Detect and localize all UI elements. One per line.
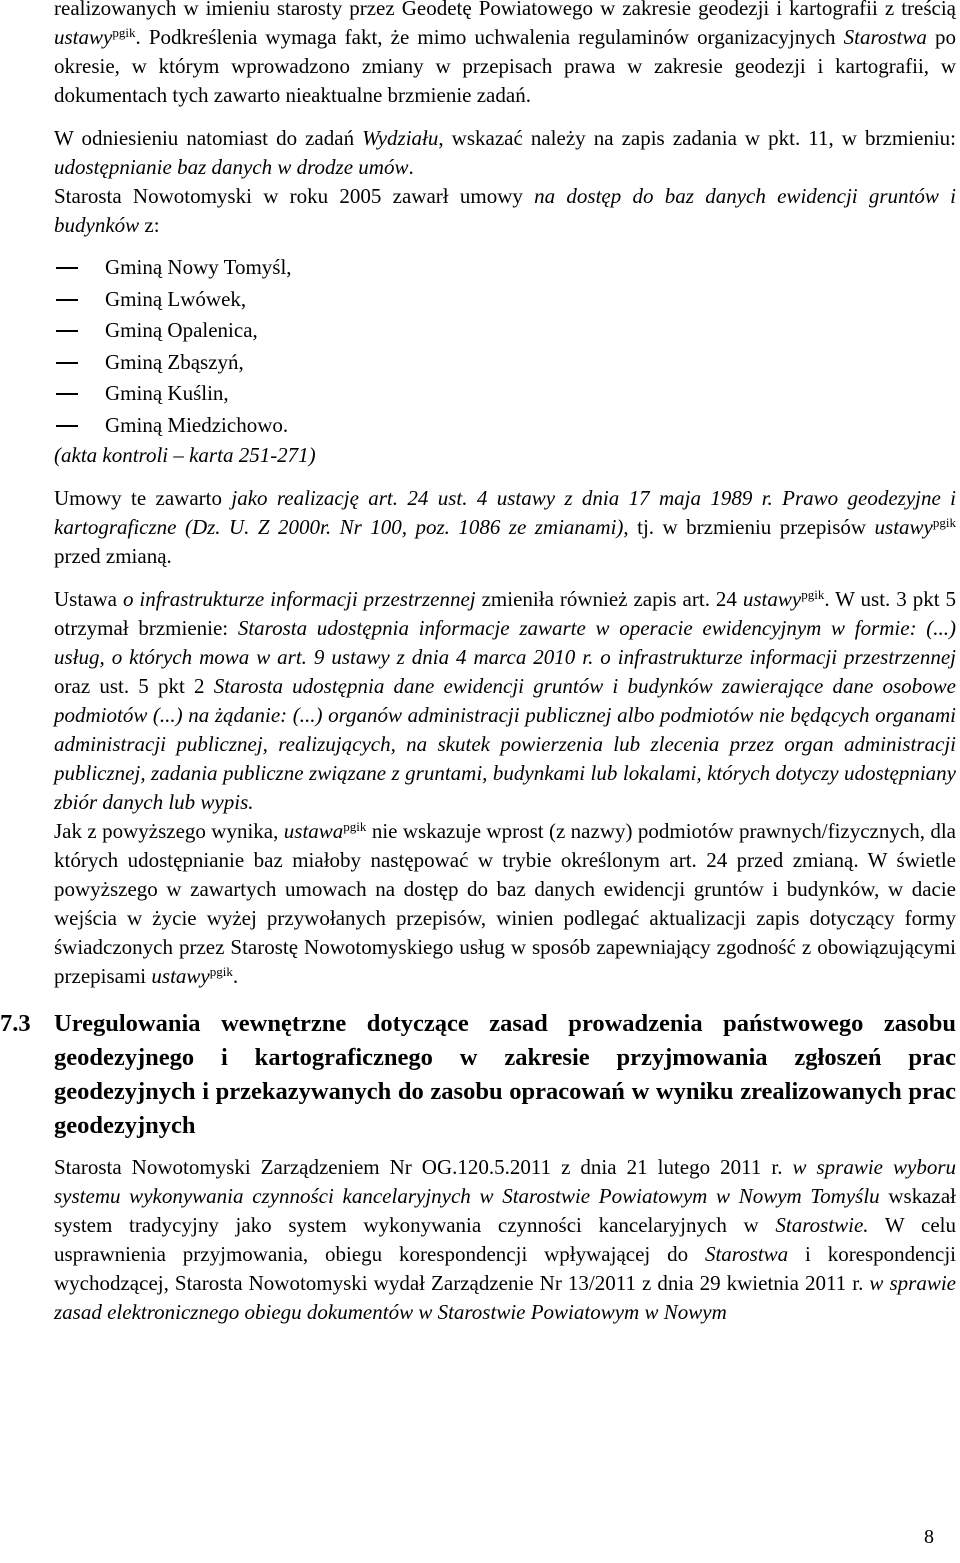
dash-bullet [56, 330, 78, 332]
text-run: z: [139, 213, 160, 237]
italic-run: ustawy [54, 25, 113, 49]
dash-bullet [56, 299, 78, 301]
text-run: . Podkreślenia wymaga fakt, że mimo uchwalenia regulaminów organizacyjnych [135, 25, 844, 49]
italic-run: w sprawie wyboru systemu wykonywania czynności kancelaryjnych w Starostwie Powiatowym w Nowym Tomyślu [54, 1155, 957, 1208]
text-run: i korespondencji wychodzącej, Starosta Nowotomyski wydał Zarządzenie Nr 13/2011 z dnia 29 kwietnia 2011 r. [54, 1242, 956, 1295]
italic-run: (akta kontroli – karta 251-271) [54, 443, 316, 467]
text-run: realizowanych w imieniu starosty przez Geodetę Powiatowego w zakresie geodezji i kartografii z treścią [54, 0, 956, 20]
text-run: . [408, 155, 414, 179]
list-item [54, 410, 956, 442]
text-run: W odniesieniu natomiast do zadań [54, 126, 363, 150]
list-item [54, 347, 956, 379]
superscript: pgik [801, 587, 825, 602]
text-run: Umowy te zawarto [54, 486, 232, 510]
dash-bullet [56, 362, 78, 364]
italic-run: na dostęp do baz danych ewidencji gruntów i budynków [54, 184, 956, 237]
text-run: Jak z powyższego wynika, [54, 819, 284, 843]
italic-run: Starostwa [704, 1242, 789, 1266]
italic-run: Starosta udostępnia informacje zawarte w operacie ewidencyjnym w formie: (...) usług, o których mowa w art. 9 ustawy z dnia 4 marca 2010 r. o infrastrukturze informacji przestrzennej [54, 616, 957, 669]
italic-run: ustawy [874, 515, 933, 539]
text-run: nie wskazuje wprost (z nazwy) podmiotów prawnych/fizycznych, dla których udostępnianie baz miałoby następować w trybie określonym art. 24 przed zmianą. W świetle powyższego w zawartych umowach na dostęp do baz danych ewidencji gruntów i budynków, w dacie wejścia w życie wyżej przywołanych przepisów, winien podlegać aktualizacji zapis dotyczący formy świadczonych przez Starostę Nowotomyskiego usług w sposób zapewniający zgodność z obowiązującymi przepisami [54, 819, 956, 988]
text-run: przed zmianą. [54, 544, 172, 568]
italic-run: ustawy [742, 587, 802, 611]
superscript: pgik [209, 964, 233, 979]
paragraph-regulations [54, 0, 956, 110]
dash-bullet [56, 425, 78, 427]
superscript: pgik [112, 25, 136, 40]
superscript: pgik [343, 819, 367, 834]
dash-bullet [56, 267, 78, 269]
paragraph-contract-basis [54, 484, 956, 571]
text-run: . W ust. 3 pkt 5 otrzymał brzmienie: [54, 587, 957, 640]
italic-run: w sprawie zasad elektronicznego obiegu dokumentów w Starostwie Powiatowym w Nowym [54, 1271, 956, 1324]
list-item-text: Gminą Miedzichowo. [105, 412, 289, 437]
section-number: 7.3 [0, 1010, 31, 1037]
page-number: 8 [924, 1526, 934, 1548]
text-run: . [232, 964, 239, 988]
italic-run: o infrastrukturze informacji przestrzennej [122, 587, 476, 611]
list-item-text: Gminą Kuślin, [105, 381, 229, 405]
text-run: W celu usprawnienia przyjmowania, obiegu korespondencji wpływającej do [54, 1213, 956, 1266]
dash-bullet [56, 393, 78, 395]
italic-run: Starostwa [843, 25, 927, 49]
text-run: oraz ust. 5 pkt 2 [54, 674, 214, 698]
municipality-list [54, 252, 956, 441]
list-item [54, 252, 956, 284]
italic-run: Wydziału [362, 126, 439, 150]
text-run: Starosta Nowotomyski Zarządzeniem Nr OG.120.5.2011 z dnia 21 lutego 2011 r. [54, 1155, 793, 1179]
list-item-text: Gminą Lwówek, [105, 286, 247, 311]
list-item-text: Gminą Opalenica, [105, 318, 258, 342]
list-item [54, 315, 956, 347]
section-title: Uregulowania wewnętrzne dotyczące zasad prowadzenia państwowego zasobu geodezyjnego i kartograficznego w zakresie przyjmowania zgłoszeń prac geodezyjnych i przekazywanych do zasobu opracowań w wyniku zrealizowanych prac geodezyjnych [54, 1010, 956, 1139]
superscript: pgik [932, 515, 956, 530]
text-run: po okresie, w którym wprowadzono zmiany w przepisach prawa w zakresie geodezji i kartografii, w dokumentach tych zawarto nieaktualne brzmienie zadań. [54, 25, 956, 107]
text-run: wskazał system tradycyjny jako system wykonywania czynności kancelaryjnych w [54, 1184, 956, 1237]
paragraph-department-tasks [54, 124, 956, 182]
italic-run: Starostwie. [775, 1213, 869, 1237]
text-run: Ustawa [54, 587, 123, 611]
italic-run: jako realizację art. 24 ust. 4 ustawy z dnia 17 maja 1989 r. Prawo geodezyjne i kartograficzne (Dz. U. Z 2000r. Nr 100, poz. 1086 ze zmianami) [54, 486, 956, 539]
section-heading [0, 1007, 956, 1143]
list-item [54, 284, 956, 316]
italic-run: ustawa [283, 819, 344, 843]
text-run: zmieniła również zapis art. 24 [475, 587, 743, 611]
italic-run: udostępnianie baz danych w drodze umów [54, 155, 409, 179]
list-item-text: Gminą Nowy Tomyśl, [105, 255, 292, 279]
paragraph-office-system [54, 1153, 956, 1327]
paragraph-contracts-intro [54, 182, 956, 240]
list-item-text: Gminą Zbąszyń, [105, 349, 244, 374]
text-run: , tj. w brzmieniu przepisów [623, 515, 875, 539]
paragraph-conclusion [54, 817, 956, 991]
audit-reference [54, 441, 956, 470]
italic-run: ustawy [151, 964, 210, 988]
italic-run: Starosta udostępnia dane ewidencji gruntów i budynków zawierające dane osobowe podmiotów (...) na żądanie: (...) organów administracji publicznej albo podmiotów nie będących organami administracji publicznej, realizujących, na skutek powierzenia lub zlecenia przez organ administracji publicznej, zadania publiczne związane z gruntami, budynkami lub lokalami, których dotyczy udostępniany zbiór danych lub wypis. [54, 674, 956, 814]
text-run: , wskazać należy na zapis zadania w pkt. 11, w brzmieniu: [438, 126, 956, 150]
text-run: Starosta Nowotomyski w roku 2005 zawarł umowy [54, 184, 535, 208]
list-item [54, 378, 956, 410]
paragraph-spatial-info-act [54, 585, 956, 817]
